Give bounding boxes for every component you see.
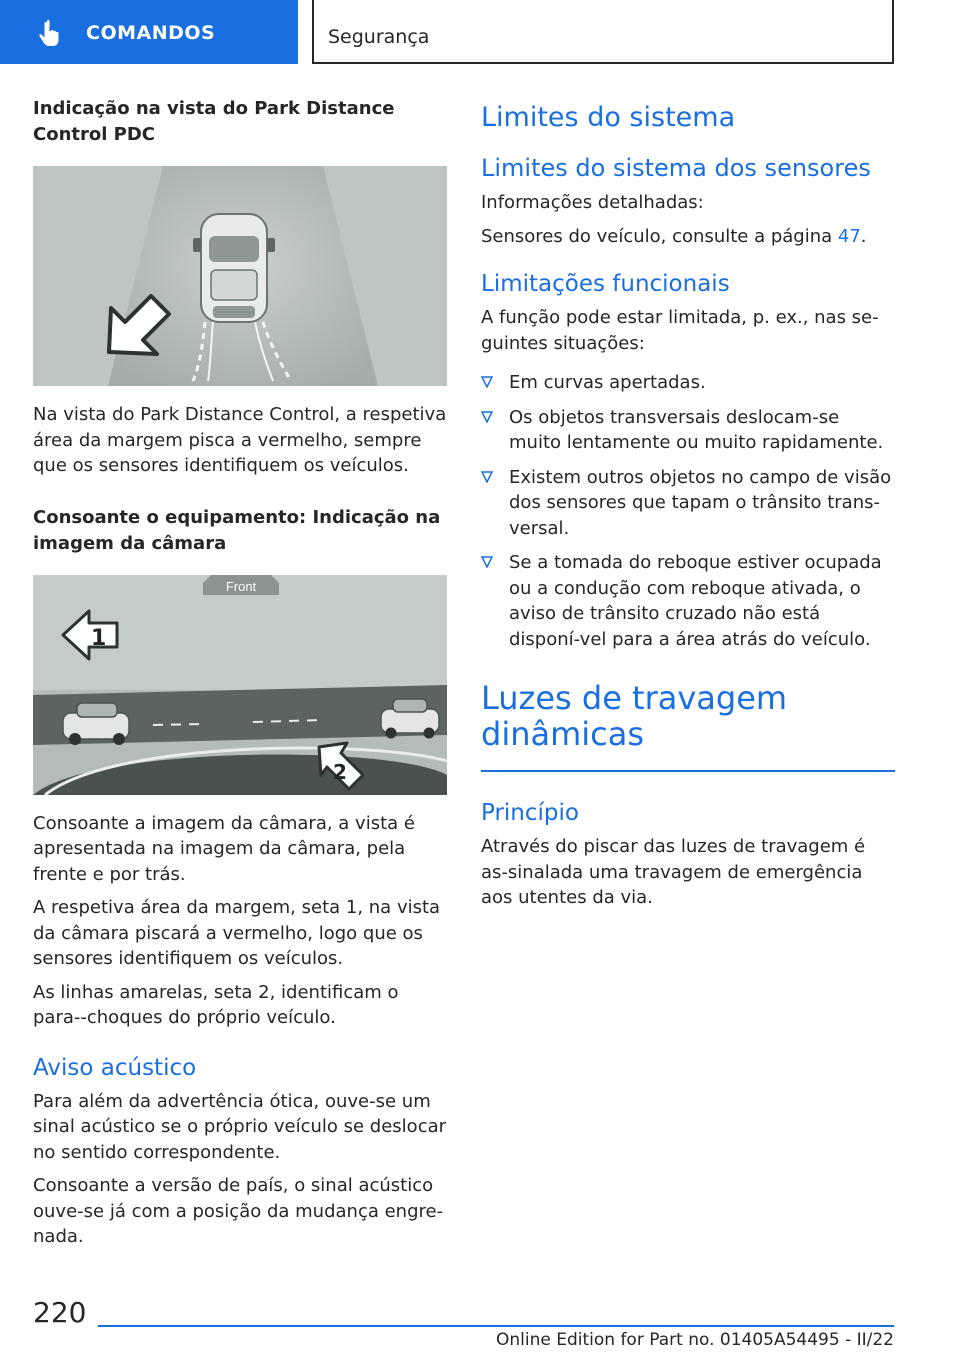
chapter-tab [0, 0, 298, 64]
principle-paragraph: Através do piscar das luzes de travagem é as-sinalada uma travagem de emergência aos utentes da via. [481, 836, 866, 908]
section-label: Segurança [328, 26, 430, 48]
camera-view-figure [33, 575, 447, 795]
system-limits-heading: Limites do sistema [481, 102, 736, 133]
camera-paragraph-1: Consoante a imagem da câmara, a vista é apresentada na imagem da câmara, pela frente e por trás. [33, 812, 415, 885]
camera-view-heading: Consoante o equipamento: Indicação na imagem da câmara [33, 506, 441, 554]
footer-divider [98, 1325, 894, 1327]
page-number: 220 [33, 1296, 87, 1329]
bullet-triangle-icon [481, 376, 493, 388]
sensor-reference: Sensores do veículo, consulte a página 47. [481, 225, 867, 247]
camera-paragraph-2: A respetiva área da margem, seta 1, na vista da câmara piscará a vermelho, logo que os sensores identifiquem os veículos. [33, 897, 441, 969]
left-column [33, 96, 447, 1258]
list-item: Em curvas apertadas. [481, 370, 895, 396]
acoustic-paragraph-1: Para além da advertência ótica, ouve-se um sinal acústico se o próprio veículo se deslocar no sentido correspondente. [33, 1090, 447, 1163]
list-item: Os objetos transversais deslocam-se muito lentamente ou muito rapidamente. [481, 405, 895, 456]
acoustic-paragraph-2: Consoante a versão de país, o sinal acústico ouve-se já com a posição da mudança engre-nada. [33, 1175, 444, 1247]
edition-footer: Online Edition for Part no. 01405A54495 - II/22 [495, 1330, 894, 1350]
hand-pointer-icon [36, 18, 66, 48]
section-divider [481, 770, 895, 772]
list-item: Existem outros objetos no campo de visão dos sensores que tapam o trânsito trans-versal. [481, 465, 895, 542]
bullet-triangle-icon [481, 411, 493, 423]
detailed-info-label: Informações detalhadas: [481, 192, 704, 213]
svg-text:1: 1 [91, 625, 107, 651]
dynamic-brake-lights-heading: Luzes de travagem dinâmicas [481, 679, 788, 753]
functional-limits-intro: A função pode estar limitada, p. ex., nas se-guintes situações: [481, 307, 879, 354]
camera-paragraph-3: As linhas amarelas, seta 2, identificam o para--choques do próprio veículo. [33, 981, 399, 1028]
principle-heading: Princípio [481, 800, 579, 826]
pdc-view-paragraph: Na vista do Park Distance Control, a respetiva área da margem pisca a vermelho, sempre que os sensores identifiquem os veículos. [33, 404, 447, 476]
list-item: Se a tomada do reboque estiver ocupada ou a condução com reboque ativada, o aviso de trânsito cruzado não está disponí-vel para a área atrás do veículo. [481, 550, 895, 652]
car-top-view [193, 214, 275, 322]
page-47-link[interactable]: 47 [837, 225, 861, 247]
functional-limits-heading: Limitações funcionais [481, 271, 730, 297]
right-column [481, 96, 895, 919]
pdc-view-figure [33, 166, 447, 386]
front-label: Front [225, 578, 257, 594]
svg-text:2: 2 [333, 759, 347, 784]
bullet-triangle-icon [481, 556, 493, 568]
section-tab [312, 0, 894, 64]
sensor-limits-heading: Limites do sistema dos sensores [481, 154, 871, 182]
acoustic-warning-heading: Aviso acústico [33, 1054, 197, 1081]
limitations-list [481, 370, 895, 652]
chapter-label: COMANDOS [86, 22, 216, 44]
pdc-view-heading: Indicação na vista do Park Distance Control PDC [33, 98, 395, 145]
bullet-triangle-icon [481, 471, 493, 483]
